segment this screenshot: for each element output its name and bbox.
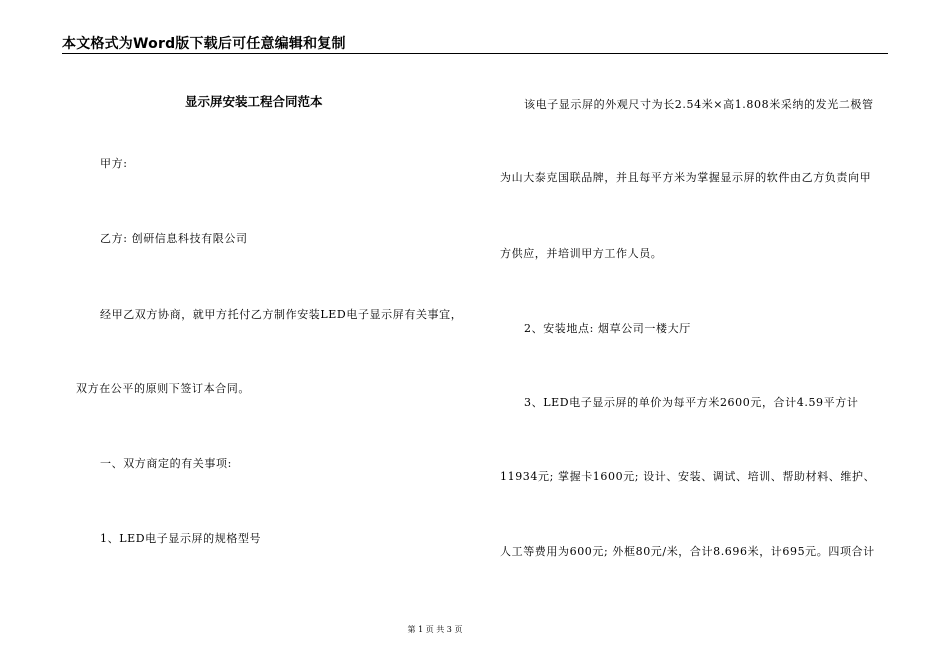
intro-paragraph-line: 经甲乙双方协商，就甲方托付乙方制作安装LED电子显示屏有关事宜， (100, 308, 463, 321)
intro-paragraph-line: 双方在公平的原则下签订本合同。 (76, 382, 250, 395)
section-heading: 一、双方商定的有关事项: (100, 457, 232, 470)
clause-1-text-line: 该电子显示屏的外观尺寸为长2.54米×高1.808米采纳的发光二极管 (524, 98, 874, 111)
clause-1-text-line: 方供应，并培训甲方工作人员。 (500, 247, 663, 260)
clause-1-text-line: 为山大泰克国联品牌，并且每平方米为掌握显示屏的软件由乙方负责向甲 (500, 171, 872, 184)
clause-3-text-line: 3、LED电子显示屏的单价为每平方米2600元，合计4.59平方计 (524, 396, 859, 409)
page-indicator: 第 1 页 共 3 页 (407, 625, 463, 634)
clause-3-text-line: 人工等费用为600元; 外框80元/米，合计8.696米，计695元。四项合计 (500, 545, 875, 558)
clause-1-heading: 1、LED电子显示屏的规格型号 (100, 532, 262, 545)
party-b-line: 乙方: 创研信息科技有限公司 (100, 232, 248, 245)
clause-3-text-line: 11934元; 掌握卡1600元; 设计、安装、调试、培训、帮助材料、维护、 (500, 470, 876, 483)
banner-divider (62, 53, 888, 54)
clause-2-line: 2、安装地点: 烟草公司一楼大厅 (524, 322, 691, 335)
document-banner: 本文格式为Word版下载后可任意编辑和复制 (62, 36, 346, 52)
party-a-line: 甲方: (100, 157, 128, 170)
contract-title: 显示屏安装工程合同范本 (185, 94, 323, 109)
